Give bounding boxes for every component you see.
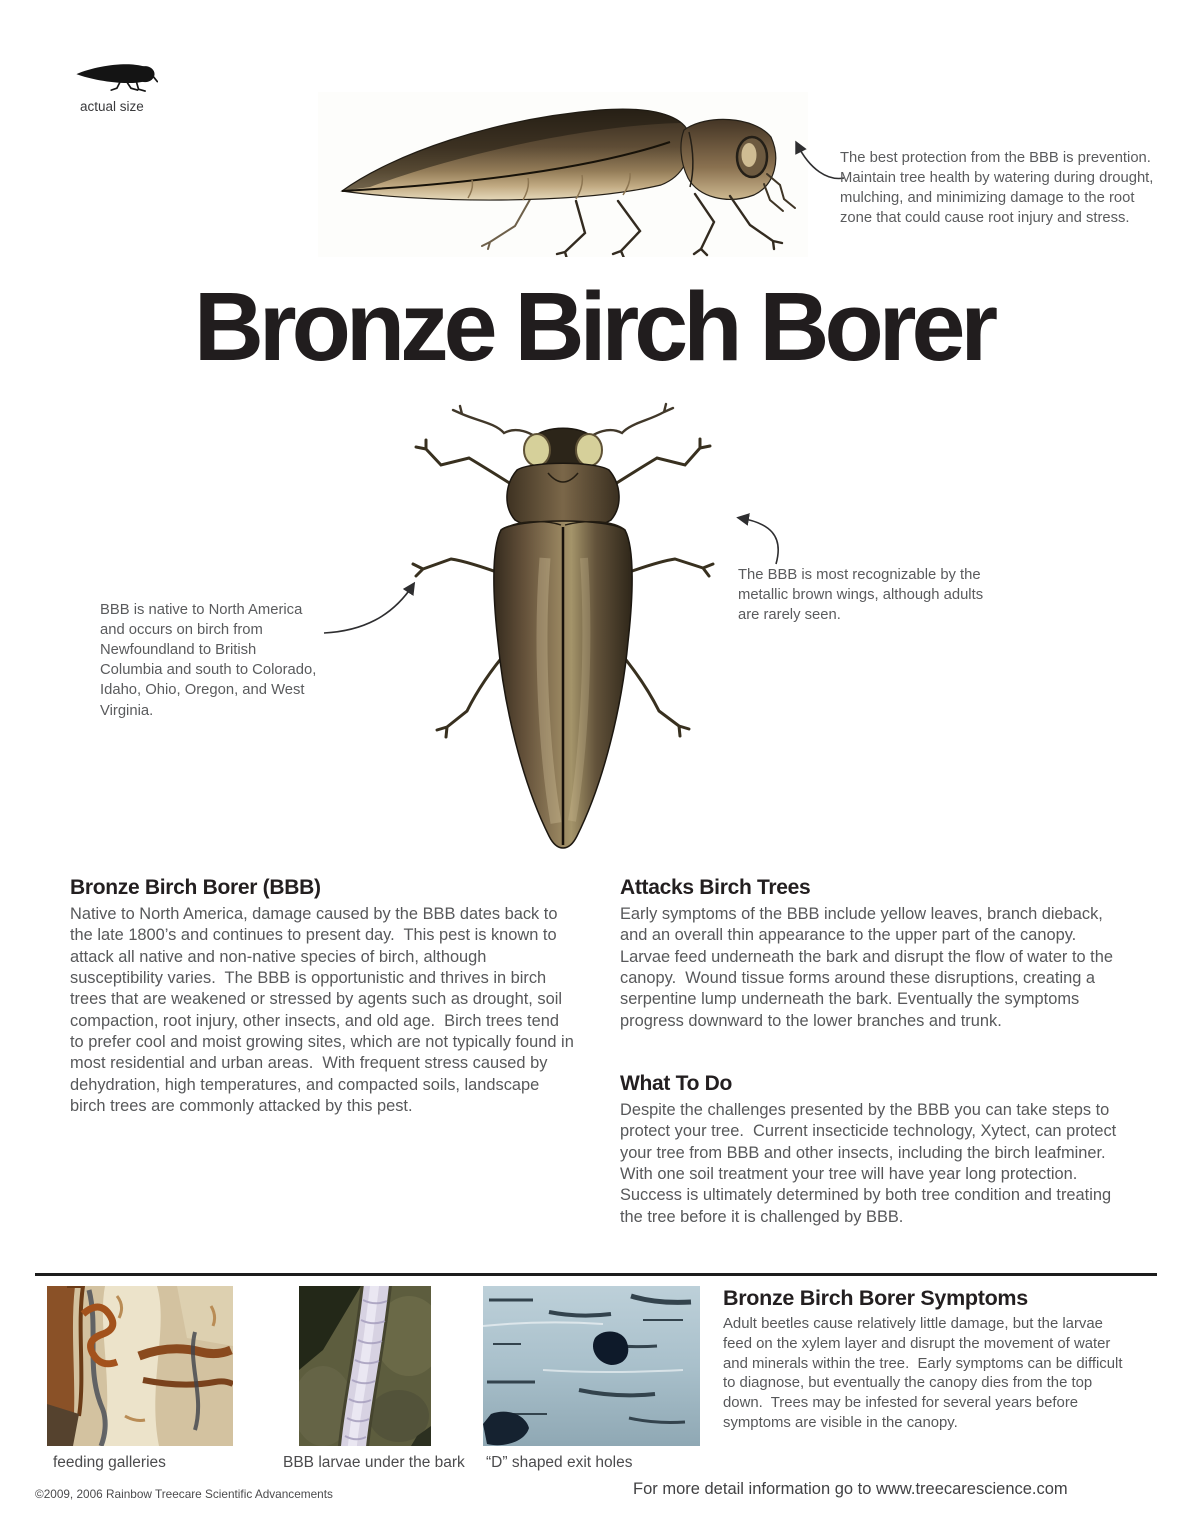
section-what-to-do	[620, 1072, 1128, 1228]
arrow-from-native-range-icon	[320, 565, 428, 639]
photo-feeding-galleries	[47, 1286, 233, 1446]
callout-wings: The BBB is most recognizable by the metallic brown wings, although adults are rarely seen.	[738, 567, 988, 624]
section-bbb-body: Native to North America, damage caused by the BBB dates back to the late 1800’s and continues to present day. This pest is known to attack all native and non-native species of birch, although susceptibility varies. The BBB is opportunistic and thrives in birch trees that are weakened or stressed by agents such as drought, soil compaction, root injury, other insects, and old age. Birch trees tend to prefer cool and moist growing sites, which are not typically found in most residential and urban areas. With frequent stress caused by dehydration, high temperatures, and compacted soils, landscape birch trees are commonly attacked by this pest.	[70, 905, 579, 1115]
photo-exit-holes	[483, 1286, 700, 1446]
section-bbb	[70, 876, 579, 1117]
section-bbb-heading: Bronze Birch Borer (BBB)	[70, 876, 321, 899]
section-attacks-heading: Attacks Birch Trees	[620, 876, 811, 899]
section-what-to-do-body: Despite the challenges presented by the BBB you can take steps to protect your tree. Current insecticide technology, Xytect, can protect your tree from BBB and other insects, including the birch leafminer. With one soil treatment your tree will have year long protection. Success is ultimately determined by both tree condition and treating the tree before it is challenged by BBB.	[620, 1101, 1121, 1226]
beetle-silhouette-icon	[72, 79, 158, 96]
section-symptoms-heading: Bronze Birch Borer Symptoms	[723, 1286, 1028, 1310]
actual-size-figure	[72, 60, 192, 114]
photo-larvae-under-bark	[299, 1286, 431, 1446]
section-what-to-do-heading: What To Do	[620, 1072, 733, 1095]
callout-prevention: The best protection from the BBB is prevention. Maintain tree health by watering during drought, mulching, and minimizing damage to the root zone that could cause root injury and stress.	[840, 150, 1160, 227]
caption-exit-holes: “D” shaped exit holes	[486, 1454, 633, 1471]
section-symptoms-body: Adult beetles cause relatively little damage, but the larvae feed on the xylem layer and disrupt the movement of water and minerals within the tree. Early symptoms can be difficult to diagnose, but eventually the canopy dies from the top down. Trees may be infested for several years before symptoms are visible in the canopy.	[723, 1316, 1127, 1432]
side-view-beetle-illustration	[318, 92, 808, 257]
section-symptoms	[723, 1286, 1130, 1434]
actual-size-label: actual size	[80, 99, 144, 114]
footer-copyright: ©2009, 2006 Rainbow Treecare Scientific Advancements	[35, 1487, 333, 1501]
callout-native-range: BBB is native to North America and occurs on birch from Newfoundland to British Columbia and south to Colorado, Idaho, Ohio, Oregon, and West Virginia.	[100, 602, 321, 719]
caption-larvae: BBB larvae under the bark	[283, 1454, 465, 1471]
section-divider	[35, 1273, 1157, 1276]
section-attacks-body: Early symptoms of the BBB include yellow leaves, branch dieback, and an overall thin appearance to the upper part of the canopy. Larvae feed underneath the bark and disrupt the flow of water to the canopy. Wound tissue forms around these disruptions, creating a serpentine lump underneath the bark. Eventually the symptoms progress downward to the lower branches and trunk.	[620, 905, 1118, 1030]
dorsal-beetle-illustration	[398, 393, 728, 863]
section-attacks	[620, 876, 1128, 1032]
footer-more-info: For more detail information go to www.treecarescience.com	[633, 1480, 1068, 1498]
caption-feeding-galleries: feeding galleries	[53, 1454, 166, 1471]
arrow-to-wings-icon	[720, 506, 792, 566]
page-title: Bronze Birch Borer	[193, 272, 994, 381]
arrow-to-head-icon	[782, 128, 848, 182]
